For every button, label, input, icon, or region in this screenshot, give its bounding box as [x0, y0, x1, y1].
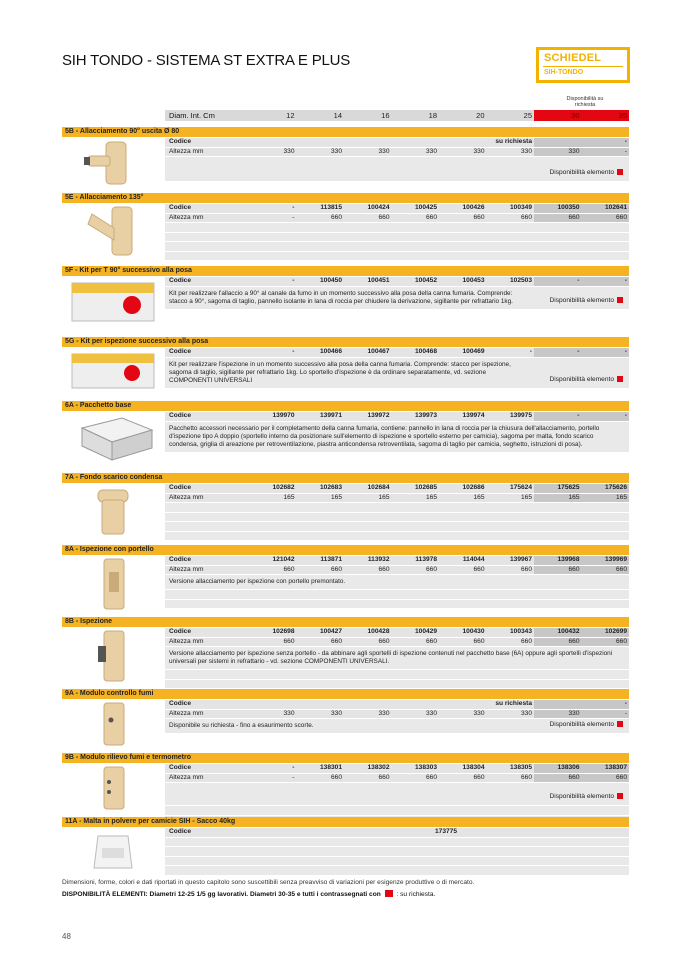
value-cell-35: 102641: [582, 204, 630, 213]
availability-indicator: [549, 721, 623, 729]
value-cell-18: 100429: [414, 628, 437, 635]
section-rows: [165, 412, 629, 453]
diameter-header: [165, 110, 629, 121]
value-cell-25: 139975: [509, 412, 532, 419]
value-cell-16: 660: [378, 213, 390, 221]
value-cell-20: 330: [473, 147, 485, 155]
value-cell-18: 330: [425, 709, 437, 717]
value-cells: [249, 556, 629, 565]
value-cell-20: 165: [473, 493, 485, 501]
value-cell-16: 330: [378, 147, 390, 155]
value-cells: [249, 710, 629, 719]
blank-row: [165, 600, 629, 609]
altezza-label: Altezza mm: [169, 773, 204, 781]
value-cell-14: 102683: [319, 484, 342, 491]
section-rows: [165, 556, 629, 609]
description-text: Versione allacciamento per ispezione con portello premontato.: [169, 578, 346, 585]
value-cell-35: 165: [582, 494, 630, 503]
altezza-label: Altezza mm: [169, 565, 204, 573]
logo-brand: SCHIEDEL: [544, 52, 602, 64]
product-image: [62, 412, 163, 469]
product-image: [62, 628, 163, 689]
on-request-note: su richiesta: [495, 700, 532, 707]
value-cell-25: 138305: [509, 764, 532, 771]
product-section: [62, 689, 629, 750]
product-section: [62, 617, 629, 686]
codice-row: [165, 628, 629, 637]
red-marker-icon: [617, 297, 623, 303]
section-rows: [165, 700, 629, 734]
value-cell-20: 100453: [462, 277, 485, 284]
product-image: [62, 700, 163, 753]
codice-row: [165, 277, 629, 286]
availability-indicator: [549, 793, 623, 801]
red-marker-icon: [617, 721, 623, 727]
codice-label: Codice: [169, 764, 191, 771]
value-cell-35: -: [582, 148, 630, 157]
value-cell-20: 138304: [462, 764, 485, 771]
codice-row: [165, 700, 629, 709]
value-cell-16: 100451: [367, 277, 390, 284]
altezza-row: [165, 494, 629, 503]
value-cell-35: -: [582, 348, 630, 357]
value-cell-14: 330: [330, 709, 342, 717]
codice-row: [165, 348, 629, 357]
value-cell-16: 100428: [367, 628, 390, 635]
value-cell-20: 660: [473, 773, 485, 781]
section-description: [165, 575, 629, 589]
value-cell-14: 113871: [320, 556, 342, 563]
blank-row: [165, 680, 629, 689]
value-cell-35: 139969: [582, 556, 630, 565]
altezza-row: [165, 774, 629, 783]
section-description: [165, 287, 629, 309]
value-cell-18: 100452: [414, 277, 437, 284]
altezza-label: Altezza mm: [169, 637, 204, 645]
value-cell-25: 660: [520, 213, 532, 221]
section-description: [165, 783, 629, 805]
diameter-col-20: 20: [476, 111, 485, 120]
section-title: 9A - Modulo controllo fumi: [62, 689, 629, 699]
value-cell-25: 330: [520, 709, 532, 717]
section-title: 7A - Fondo scarico condensa: [62, 473, 629, 483]
value-cell-35: 660: [582, 774, 630, 783]
availability-label: Disponibilità elemento: [549, 721, 614, 728]
value-cell-35: 660: [582, 566, 630, 575]
value-cell-14: 100466: [319, 348, 342, 355]
value-cell-20: 660: [473, 213, 485, 221]
footer-disclaimer: Dimensioni, forme, colori e dati riportati in questo capitolo sono suscettibili senza preavviso di variazioni per esigenze produttive o di mercato.: [62, 879, 475, 886]
diameter-col-35: 35: [582, 110, 630, 121]
red-marker-icon: [617, 169, 623, 175]
value-cell-16: 102684: [367, 484, 390, 491]
product-image: [62, 138, 163, 193]
section-rows: [165, 348, 629, 389]
section-rows: [165, 764, 629, 825]
section-title: 5G - Kit per ispezione successivo alla posa: [62, 337, 629, 347]
value-cell-20: 330: [473, 709, 485, 717]
codice-label: Codice: [169, 277, 191, 284]
altezza-label: Altezza mm: [169, 213, 204, 221]
value-cell-16: 100424: [367, 204, 390, 211]
value-cell-35: -: [582, 412, 630, 421]
product-image: [62, 348, 163, 399]
value-cell-16: 165: [378, 493, 390, 501]
value-cell-30: -: [534, 348, 582, 357]
codice-label: Codice: [169, 204, 191, 211]
altezza-row: [165, 214, 629, 223]
value-cell-16: 113932: [367, 556, 390, 563]
value-cell-12: 660: [283, 565, 295, 573]
altezza-row: [165, 638, 629, 647]
value-cell-12: -: [292, 213, 295, 221]
value-cell-14: 113815: [320, 204, 342, 211]
diameter-col-18: 18: [428, 111, 437, 120]
product-image: [62, 204, 163, 264]
altezza-label: Altezza mm: [169, 709, 204, 717]
value-cells: [249, 764, 629, 773]
value-cell-35: -: [582, 710, 630, 719]
value-cells: [249, 277, 629, 286]
value-cells: [249, 148, 629, 157]
value-cell-25: 660: [520, 637, 532, 645]
page-title: SIH TONDO - SISTEMA ST EXTRA E PLUS: [62, 52, 351, 69]
diameter-col-30: 30: [534, 110, 582, 121]
value-cells: [249, 214, 629, 223]
value-cell-20: 660: [473, 637, 485, 645]
section-title: 5F - Kit per T 90° successivo alla posa: [62, 266, 629, 276]
section-description: [165, 157, 629, 181]
codice-row: [165, 828, 629, 837]
value-cell-30: -: [534, 277, 582, 286]
diameter-col-25: 25: [523, 111, 532, 120]
value-cell-14: 138301: [319, 764, 342, 771]
availability-indicator: [549, 169, 623, 177]
on-request-note: su richiesta: [495, 138, 532, 145]
value-cell-18: 660: [425, 637, 437, 645]
value-cell-30: 330: [534, 710, 582, 719]
value-cell-14: 100427: [319, 628, 342, 635]
value-cell-25: 660: [520, 773, 532, 781]
availability-indicator: [549, 297, 623, 305]
page-number: 48: [62, 932, 71, 941]
value-cell-12: -: [292, 773, 295, 781]
value-cells: [249, 628, 629, 637]
product-section: [62, 337, 629, 398]
value-cell-16: 660: [378, 637, 390, 645]
value-cell-14: 139971: [319, 412, 342, 419]
altezza-row: [165, 148, 629, 157]
section-description: [165, 422, 629, 452]
blank-row: [165, 252, 629, 261]
section-title: 8B - Ispezione: [62, 617, 629, 627]
section-title: 8A - Ispezione con portello: [62, 545, 629, 555]
section-title: 6A - Pacchetto base: [62, 401, 629, 411]
product-image: [62, 484, 163, 545]
value-cell-18: 660: [425, 773, 437, 781]
section-rows: [165, 484, 629, 541]
section-rows: [165, 204, 629, 261]
diameter-header-cols: [249, 110, 629, 121]
value-cell-12: 330: [283, 709, 295, 717]
value-cell-25: 330: [520, 147, 532, 155]
blank-row: [165, 242, 629, 251]
footer-availability-tail: : su richiesta.: [396, 891, 436, 898]
value-cell-20: 100469: [462, 348, 485, 355]
value-cell-35: 660: [582, 638, 630, 647]
red-marker-icon: [617, 793, 623, 799]
value-cell-16: 330: [378, 709, 390, 717]
value-cell-12: 102682: [272, 484, 295, 491]
codice-label: Codice: [169, 348, 191, 355]
product-section: [62, 193, 629, 263]
section-rows: [165, 138, 629, 182]
altezza-row: [165, 566, 629, 575]
availability-label: Disponibilità elemento: [549, 169, 614, 176]
value-cell-16: 660: [378, 773, 390, 781]
codice-label: Codice: [169, 628, 191, 635]
value-cell-20: 100430: [462, 628, 485, 635]
codice-label: Codice: [169, 412, 191, 419]
value-cell-25: 139967: [509, 556, 532, 563]
diameter-header-label: Diam. Int. Cm: [169, 111, 215, 120]
section-rows: [165, 277, 629, 310]
schiedel-logo: [536, 47, 630, 83]
value-cell-16: 100467: [367, 348, 390, 355]
availability-label: Disponibilità elemento: [549, 793, 614, 800]
availability-label: Disponibilità elemento: [549, 296, 614, 304]
value-cell-20: 102686: [462, 484, 485, 491]
value-cell-35: 102699: [582, 628, 630, 637]
codice-label: Codice: [169, 556, 191, 563]
blank-row: [165, 233, 629, 242]
description-text: Kit per realizzare l'allaccio a 90° al canale da fumo in un momento successivo alla posa della canna fumaria. Comprende: stacco a 90°, sagoma di taglio, pannello isolante in lana di roccia per chiudere la derivazione, sigillante per refrattario 1kg.: [169, 289, 513, 305]
blank-row: [165, 857, 629, 866]
codice-row: [165, 484, 629, 493]
codice-row: [165, 412, 629, 421]
description-text: Versione allacciamento per ispezione senza portello - da abbinare agli sportelli di ispezione contenuti nel pacchetto base (6A) oppure agli sportelli d'ispezioni universali per sistemi in refrattario - vd. sezione COMPONENTI UNIVERSALI.: [169, 650, 613, 665]
section-rows: [165, 828, 629, 876]
value-cell-35: 138307: [582, 764, 630, 773]
value-cell-20: 139974: [462, 412, 485, 419]
section-title: 9B - Modulo rilievo fumi e termometro: [62, 753, 629, 763]
blank-row: [165, 670, 629, 679]
value-cells: [249, 774, 629, 783]
value-cell-12: -: [292, 204, 295, 211]
product-section: [62, 127, 629, 190]
section-description: [165, 719, 629, 733]
value-cell-14: 330: [330, 147, 342, 155]
availability-indicator: [549, 376, 623, 384]
value-cell-18: 100468: [414, 348, 437, 355]
altezza-label: Altezza mm: [169, 493, 204, 501]
value-cells: [249, 494, 629, 503]
value-cell-35: 660: [582, 214, 630, 223]
logo-sub: SIH-TONDO: [544, 69, 584, 76]
blank-row: [165, 590, 629, 599]
value-cell-25: 165: [520, 493, 532, 501]
value-cell-30: 660: [534, 214, 582, 223]
value-cell-30: 139968: [534, 556, 582, 565]
value-cells: [249, 412, 629, 421]
section-description: [165, 647, 629, 669]
value-cell-20: 100426: [462, 204, 485, 211]
value-cell-18: 660: [425, 213, 437, 221]
value-cell-30: 175625: [534, 484, 582, 493]
logo-divider: [543, 66, 623, 67]
value-cell-30: 330: [534, 148, 582, 157]
value-cell-18: 102685: [414, 484, 437, 491]
value-cell-12: -: [292, 764, 295, 771]
blank-row: [165, 838, 629, 847]
value-cell-16: 138302: [367, 764, 390, 771]
section-title: 5E - Allacciamento 135°: [62, 193, 629, 203]
value-cell-20: 114044: [462, 556, 485, 563]
section-title: 5B - Allacciamento 90° uscita Ø 80: [62, 127, 629, 137]
availability-label: Disponibilità elemento: [549, 375, 614, 383]
blank-row: [165, 866, 629, 875]
value-cell-12: -: [292, 277, 295, 284]
value-cell-14: 660: [330, 637, 342, 645]
footer-availability-text: DISPONIBILITÀ ELEMENTI: Diametri 12-25 1/5 gg lavorativi. Diametri 30-35 e tutti i contrassegnati con: [62, 891, 381, 898]
codice-label: Codice: [169, 138, 191, 145]
product-image: [62, 764, 163, 817]
value-cell-16: 660: [378, 565, 390, 573]
value-cell-12: -: [292, 348, 295, 355]
value-cells: [249, 828, 629, 837]
blank-row: [165, 522, 629, 531]
blank-row: [165, 223, 629, 232]
footer-availability: [62, 890, 435, 898]
value-cell-30: 165: [534, 494, 582, 503]
value-cells: [249, 700, 629, 709]
value-cell-25: 175624: [509, 484, 532, 491]
value-cell-25: 660: [520, 565, 532, 573]
value-cell-30: -: [534, 412, 582, 421]
diameter-col-14: 14: [333, 111, 342, 120]
on-request-dash: -: [534, 700, 629, 709]
codice-row: [165, 764, 629, 773]
value-cell-16: 139972: [367, 412, 390, 419]
product-section: [62, 817, 629, 873]
product-image: [62, 828, 163, 877]
red-marker-icon: [385, 890, 393, 897]
value-cell-12: 660: [283, 637, 295, 645]
value-cell-35: -: [582, 277, 630, 286]
value-cell-14: 660: [330, 213, 342, 221]
value-cell-14: 100450: [319, 277, 342, 284]
value-cell-30: 100350: [534, 204, 582, 213]
description-text: Pacchetto accessori necessario per il completamento della canna fumaria, contiene: pannello in lana di roccia per la chiusura dell'allacciamento, portello d'ispezione tipo A doppio (sportello interno da posizionare sull'elemento di ispezione e sportello esterno per camicia), sagoma per malta, fondo scarico condensa, griglia di areazione per retroventilazione, piastra anticondensa retroventilata, sagoma di taglio per camicia, seghetto, istruzioni di posa).: [169, 424, 600, 448]
value-cell-30: 660: [534, 566, 582, 575]
value-cell-35: 175626: [582, 484, 630, 493]
value-cell-12: 121042: [272, 556, 295, 563]
altezza-row: [165, 710, 629, 719]
blank-row: [165, 513, 629, 522]
product-section: [62, 401, 629, 470]
diameter-col-16: 16: [381, 111, 390, 120]
value-cell-14: 660: [330, 565, 342, 573]
value-cell-12: 330: [283, 147, 295, 155]
value-cells: [249, 348, 629, 357]
codice-label: Codice: [169, 484, 191, 491]
value-cell-25: -: [529, 348, 532, 355]
value-cells: [249, 204, 629, 213]
description-text: Kit per realizzare l'ispezione in un momento successivo alla posa della canna fumaria. Comprende: stacco per ispezione, sagoma di taglio, sigillante per refrattario 1kg. Lo sportello d'ispezione è da ordinare separatamente, vd. sezione COMPONENTI UNIVERSALI: [169, 360, 511, 384]
value-cells: [249, 638, 629, 647]
value-cell-18: 139973: [414, 412, 437, 419]
blank-row: [165, 503, 629, 512]
blank-row: [165, 806, 629, 815]
blank-row: [165, 532, 629, 541]
codice-label: Codice: [169, 700, 191, 707]
value-cell-18: 100425: [414, 204, 437, 211]
value-cell-18: 165: [425, 493, 437, 501]
value-cell-30: 660: [534, 774, 582, 783]
value-cell-30: 138306: [534, 764, 582, 773]
product-image: [62, 556, 163, 617]
value-cell-25: 100349: [509, 204, 532, 211]
product-section: [62, 266, 629, 334]
value-cell-25: 102503: [509, 277, 532, 284]
value-cell-18: 113978: [415, 556, 437, 563]
diameter-col-12: 12: [286, 111, 295, 120]
red-marker-icon: [617, 376, 623, 382]
value-cells: [249, 138, 629, 147]
value-cell-18: 660: [425, 565, 437, 573]
value-cell-18: 138303: [414, 764, 437, 771]
value-cell-30: 100432: [534, 628, 582, 637]
value-cell-18: 330: [425, 147, 437, 155]
blank-row: [165, 847, 629, 856]
product-section: [62, 473, 629, 542]
value-cell-25: 100343: [509, 628, 532, 635]
value-cells: [249, 566, 629, 575]
on-request-dash: -: [534, 138, 629, 147]
codice-label: Codice: [169, 828, 191, 835]
single-code: 173775: [434, 828, 457, 835]
codice-row: [165, 556, 629, 565]
value-cell-14: 165: [330, 493, 342, 501]
value-cell-12: 139970: [272, 412, 295, 419]
value-cell-12: 102698: [272, 628, 295, 635]
product-section: [62, 545, 629, 614]
value-cells: [249, 484, 629, 493]
description-text: Disponibile su richiesta - fino a esaurimento scorte.: [169, 722, 314, 729]
availability-note: Disponibilità su richiesta: [566, 96, 604, 108]
codice-row: [165, 204, 629, 213]
section-title: 11A - Malta in polvere per camicie SIH - Sacco 40kg: [62, 817, 629, 827]
product-image: [62, 277, 163, 332]
product-section: [62, 753, 629, 814]
value-cell-30: 660: [534, 638, 582, 647]
value-cell-14: 660: [330, 773, 342, 781]
section-rows: [165, 628, 629, 689]
value-cell-12: 165: [283, 493, 295, 501]
value-cell-20: 660: [473, 565, 485, 573]
codice-row: [165, 138, 629, 147]
section-description: [165, 358, 629, 388]
altezza-label: Altezza mm: [169, 147, 204, 155]
